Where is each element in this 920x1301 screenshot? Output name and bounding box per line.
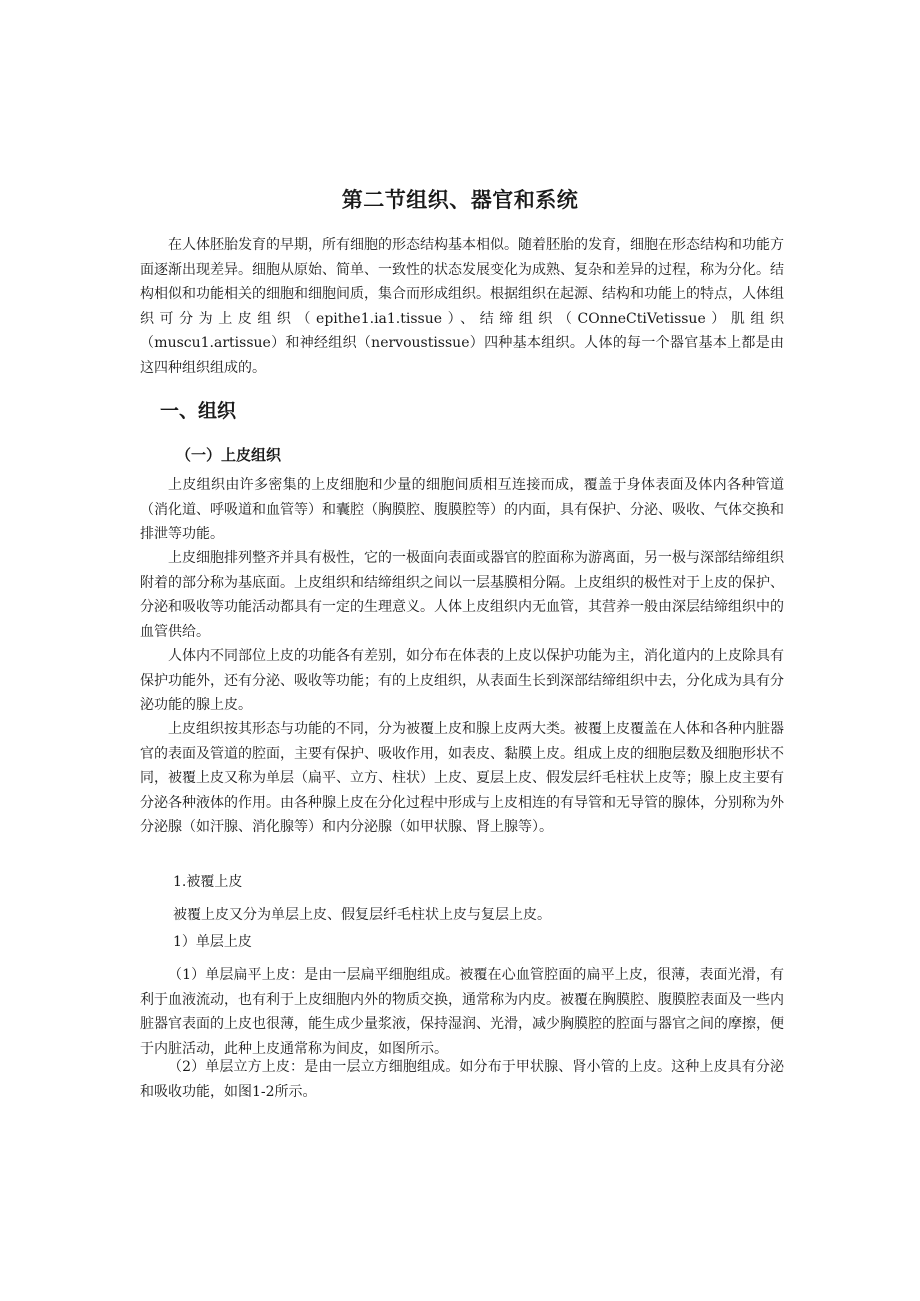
page-title: 第二节组织、器官和系统 <box>341 188 579 212</box>
paragraph-epithelium-definition: 上皮组织由许多密集的上皮细胞和少量的细胞间质相互连接而成，覆盖于身体表面及体内各种管道（消化道、呼吸道和血管等）和囊腔（胸膜腔、腹膜腔等）的内面，具有保护、分泌、吸收、气体交换和排泄等功能。 <box>140 477 784 542</box>
intro-paragraph: 在人体胚胎发育的早期，所有细胞的形态结构基本相似。随着胚胎的发育，细胞在形态结构和功能方面逐渐出现差异。细胞从原始、简单、一致性的状态发展变化为成熟、复杂和差异的过程，称为分化。结构相似和功能相关的细胞和细胞间质，集合而形成组织。根据组织在起源、结构和功能上的特点，人体组织可分为上皮组织（epithe1.ia1.tissue）、结缔组织（COnneCtiVetissue）肌组织（muscu1.artissue）和神经组织（nervoustissue）四种基本组织。人体的每一个器官基本上都是由这四种组织组成的。 <box>140 237 784 376</box>
line-covering-types: 被覆上皮又分为单层上皮、假复层纤毛柱状上皮与复层上皮。 <box>173 907 551 923</box>
heading-covering-epithelium: 1.被覆上皮 <box>173 874 243 890</box>
paragraph-epithelium-function: 人体内不同部位上皮的功能各有差别，如分布在体表的上皮以保护功能为主，消化道内的上皮除具有保护功能外，还有分泌、吸收等功能；有的上皮组织，从表面生长到深部结缔组织中去，分化成为具有分泌功能的腺上皮。 <box>140 648 784 713</box>
section-heading-tissue: 一、组织 <box>160 400 237 422</box>
paragraph-epithelium-polarity: 上皮细胞排列整齐并具有极性，它的一极面向表面或器官的腔面称为游离面，另一极与深部结缔组织附着的部分称为基底面。上皮组织和结缔组织之间以一层基膜相分隔。上皮组织的极性对于上皮的保护、分泌和吸收等功能活动都具有一定的生理意义。人体上皮组织内无血管，其营养一般由深层结缔组织中的血管供给。 <box>140 550 784 640</box>
subsection-heading-epithelium: （一）上皮组织 <box>176 446 282 464</box>
heading-simple-epithelium: 1）单层上皮 <box>173 934 252 950</box>
paragraph-epithelium-classification: 上皮组织按其形态与功能的不同，分为被覆上皮和腺上皮两大类。被覆上皮覆盖在人体和各种内脏器官的表面及管道的腔面，主要有保护、吸收作用，如表皮、黏膜上皮。组成上皮的细胞层数及细胞形状不同，被覆上皮又称为单层（扁平、立方、柱状）上皮、夏层上皮、假发层纤毛柱状上皮等；腺上皮主要有分泌各种液体的作用。由各种腺上皮在分化过程中形成与上皮相连的有导管和无导管的腺体，分别称为外分泌腺（如汗腺、消化腺等）和内分泌腺（如甲状腺、肾上腺等）。 <box>140 721 784 835</box>
paragraph-simple-squamous: （1）单层扁平上皮：是由一层扁平细胞组成。被覆在心血管腔面的扁平上皮，很薄，表面光滑，有利于血液流动，也有利于上皮细胞内外的物质交换，通常称为内皮。被覆在胸膜腔、腹膜腔表面及一些内脏器官表面的上皮也很薄，能生成少量浆液，保持湿润、光滑，减少胸膜腔的腔面与器官之间的摩擦，便于内脏活动，此种上皮通常称为间皮，如图所示。 <box>140 967 784 1057</box>
paragraph-simple-cuboidal: （2）单层立方上皮：是由一层立方细胞组成。如分布于甲状腺、肾小管的上皮。这种上皮具有分泌和吸收功能，如图1-2所示。 <box>140 1059 784 1100</box>
